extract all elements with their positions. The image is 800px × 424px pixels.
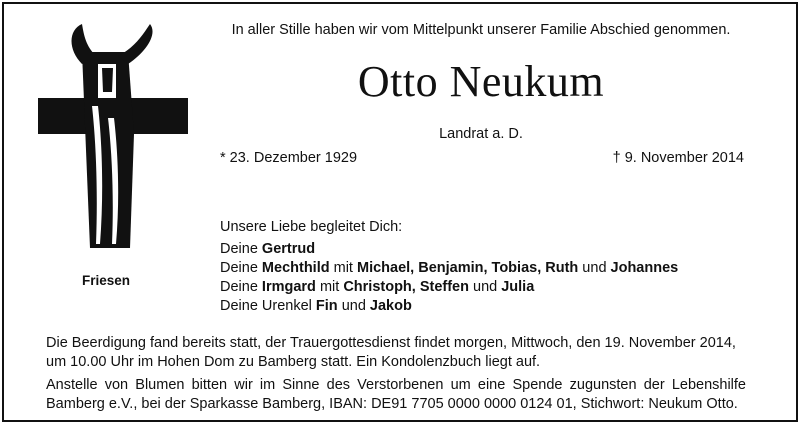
family-connector: und: [578, 260, 611, 276]
deceased-name: Otto Neukum: [357, 57, 605, 106]
donation-line: Anstelle von Blumen bitten wir im Sinne des Verstorbenen um eine Spende zugunsten der Lebenshilfe: [46, 377, 746, 393]
family-line: [220, 240, 678, 259]
family-prefix: Deine Urenkel: [220, 298, 316, 314]
intro-text: In aller Stille haben wir vom Mittelpunkt unserer Familie Abschied genommen.: [231, 22, 731, 38]
family-prefix: Deine: [220, 241, 262, 257]
family-line: [220, 259, 678, 278]
deceased-title: Landrat a. D.: [439, 126, 523, 142]
family-name: Irmgard: [261, 279, 316, 295]
family-line: [220, 278, 678, 297]
family-prefix: Deine: [220, 279, 262, 295]
family-name: Jakob: [369, 298, 412, 314]
funeral-line: Die Beerdigung fand bereits statt, der Trauergottesdienst findet morgen, Mittwoch, den 19. November 2014,: [46, 335, 736, 351]
family-connector: und: [468, 279, 502, 295]
family-connector: und: [337, 298, 370, 314]
birth-date: * 23. Dezember 1929: [220, 150, 358, 166]
family-list: [220, 240, 678, 316]
family-name: Gertrud: [261, 241, 316, 257]
cross-with-figure-icon: [38, 22, 188, 254]
family-connector: mit: [329, 260, 357, 276]
family-prefix: Deine: [220, 260, 262, 276]
family-name: Mechthild: [261, 260, 330, 276]
death-date: † 9. November 2014: [612, 150, 744, 166]
place-label: Friesen: [81, 273, 131, 288]
family-name: Michael, Benjamin, Tobias, Ruth: [356, 260, 579, 276]
family-name: Christoph, Steffen: [343, 279, 469, 295]
family-name: Fin: [315, 298, 338, 314]
funeral-line: um 10.00 Uhr im Hohen Dom zu Bamberg statt. Ein Kondolenzbuch liegt auf.: [46, 354, 541, 370]
family-connector: mit: [315, 279, 344, 295]
cross-graphic: [38, 22, 188, 254]
family-name: Julia: [501, 279, 535, 295]
donation-line: Bamberg e.V., bei der Sparkasse Bamberg, IBAN: DE91 7705 0000 0000 0124 01, Stichwort: Neukum Otto.: [46, 396, 738, 412]
funeral-info: [46, 334, 746, 372]
love-line: Unsere Liebe begleitet Dich:: [220, 219, 403, 235]
family-name: Johannes: [610, 260, 679, 276]
donation-info: [46, 376, 746, 414]
family-line: [220, 297, 678, 316]
